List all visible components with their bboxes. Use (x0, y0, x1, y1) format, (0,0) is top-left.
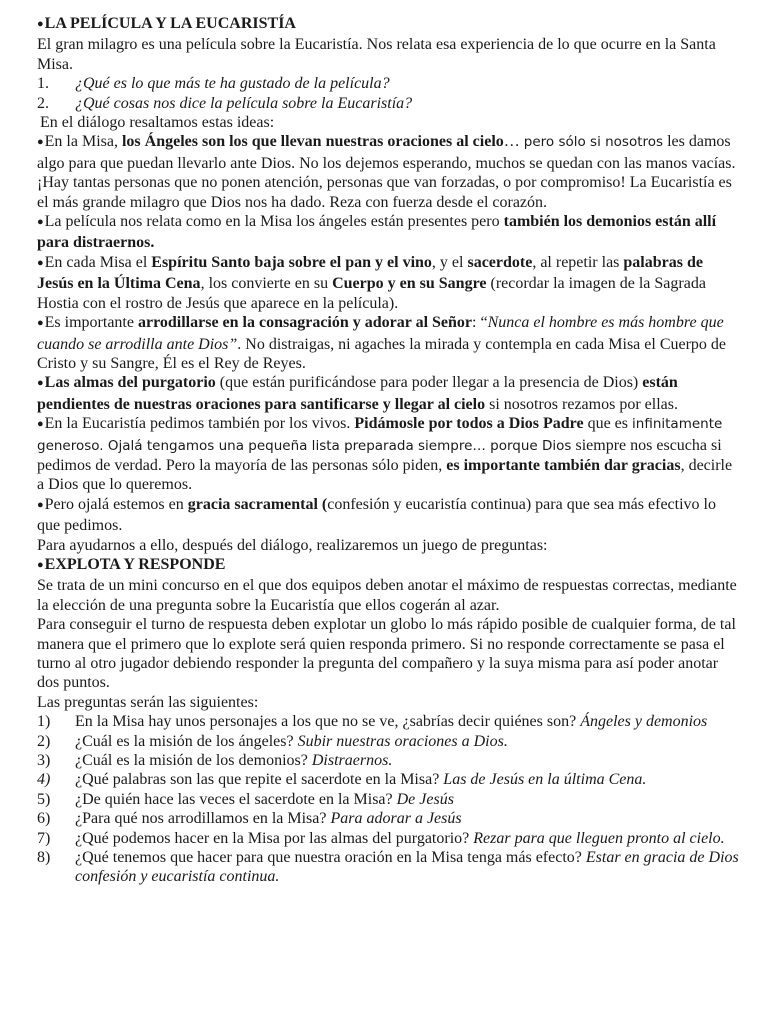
game-description-paragraph: Se trata de un mini concurso en el que dos equipos deben anotar el máximo de respuestas correctas, mediante la elección de una pregunta sobre la Eucaristía que ellos cogerán al azar. (37, 577, 737, 614)
bullet-paragraph-purgatorio: ●Las almas del purgatorio (que están purificándose para poder llegar a la presencia de Dios) están pendientes de nuestras oraciones para santificarse y llegar al cielo si nosotros rezamos por ellas. (37, 374, 678, 413)
quiz-item: 7) ¿Qué podemos hacer en la Misa por las almas del purgatorio? Rezar para que lleguen pronto al cielo. (37, 829, 725, 847)
bullet-icon: ● (37, 317, 44, 330)
quiz-item: 5) ¿De quién hace las veces el sacerdote en la Misa? De Jesús (37, 790, 454, 808)
dialog-intro: En el diálogo resaltamos estas ideas: (40, 114, 275, 132)
bullet-icon: ● (37, 136, 44, 149)
bullet-paragraph-arrodillarse: ●Es importante arrodillarse en la consagración y adorar al Señor: “Nunca el hombre es más hombre que cuando se arrodilla ante Dios”. No distraigas, ni agaches la mirada y contempla en cada Misa el Cuerpo de Cristo y su Sangre, Él es el Rey de Reyes. (37, 314, 727, 372)
bullet-paragraph-demonios: ●La película nos relata como en la Misa los ángeles están presentes pero también los demonios están allí para distraernos. (37, 213, 717, 252)
quiz-item: 6) ¿Para qué nos arrodillamos en la Misa? Para adorar a Jesús (37, 810, 462, 828)
bullet-icon: ● (37, 18, 44, 30)
quiz-item: 8) ¿Qué tenemos que hacer para que nuestra oración en la Misa tenga más efecto? Estar en gracia de Dios confesión y eucaristía continua. (37, 849, 739, 886)
section-heading-explota: ●EXPLOTA Y RESPONDE (37, 555, 226, 573)
bullet-paragraph-gracia: ●Pero ojalá estemos en gracia sacramental (confesión y eucaristía continua) para que sea más efectivo lo que pedimos. (37, 495, 716, 535)
questions-list-intro: Las preguntas serán las siguientes: (37, 693, 259, 711)
game-rules-paragraph: Para conseguir el turno de respuesta deben explotar un globo lo más rápido posible de cualquier forma, de tal manera que el primero que lo explote será quien responda primero. Si no responde correctamente se pasa el turno al otro jugador debiendo responder la pregunta del compañero y la suya misma para así poder anotar dos puntos. (37, 616, 736, 692)
section-heading-pelicula: ●LA PELÍCULA Y LA EUCARISTÍA (37, 15, 296, 32)
quiz-item: 4) ¿Qué palabras son las que repite el sacerdote en la Misa? Las de Jesús en la última Cena. (37, 771, 647, 789)
bullet-icon: ● (37, 558, 44, 571)
question-item: 1. ¿Qué es lo que más te ha gustado de la película? (37, 75, 390, 93)
bullet-icon: ● (37, 216, 44, 229)
quiz-item: 2) ¿Cuál es la misión de los ángeles? Subir nuestras oraciones a Dios. (37, 732, 508, 750)
bullet-icon: ● (37, 498, 44, 511)
bullet-paragraph-vivos: ●En la Eucaristía pedimos también por los vivos. Pidámosle por todos a Dios Padre que es infinitamente generoso. Ojalá tengamos una pequeña lista preparada siempre… porque Dios siempre nos escucha si pedimos de verdad. Pero la mayoría de las personas sólo piden, es importante también dar gracias, decirle a Dios que lo queremos. (37, 415, 733, 494)
quiz-item: 1) En la Misa hay unos personajes a los que no se ve, ¿sabrías decir quiénes son? Ángeles y demonios (37, 713, 708, 731)
bullet-icon: ● (37, 377, 44, 390)
after-dialog-paragraph: Para ayudarnos a ello, después del diálogo, realizaremos un juego de preguntas: (37, 536, 548, 554)
intro-paragraph: El gran milagro es una película sobre la Eucaristía. Nos relata esa experiencia de lo que ocurre en la Santa Misa. (37, 36, 716, 73)
bullet-paragraph-espiritu: ●En cada Misa el Espíritu Santo baja sobre el pan y el vino, y el sacerdote, al repetir las palabras de Jesús en la Última Cena, los convierte en su Cuerpo y en su Sangre (recordar la imagen de la Sagrada Hostia con el rostro de Jesús que aparece en la película). (37, 253, 706, 312)
bullet-paragraph-angeles: ●En la Misa, los Ángeles son los que llevan nuestras oraciones al cielo… pero sólo si nosotros les damos algo para que puedan llevarlo ante Dios. No los dejemos esperando, muchos se quedan con las manos vacías. ¡Hay tantas personas que no ponen atención, personas que van forzadas, o por compromiso! La Eucaristía es el más grande milagro que Dios nos ha dado. Reza con fuerza desde el corazón. (37, 133, 736, 211)
quiz-item: 3) ¿Cuál es la misión de los demonios? Distraernos. (37, 752, 393, 770)
question-item: 2. ¿Qué cosas nos dice la película sobre la Eucaristía? (37, 94, 413, 112)
bullet-icon: ● (37, 418, 44, 431)
bullet-icon: ● (37, 256, 44, 269)
